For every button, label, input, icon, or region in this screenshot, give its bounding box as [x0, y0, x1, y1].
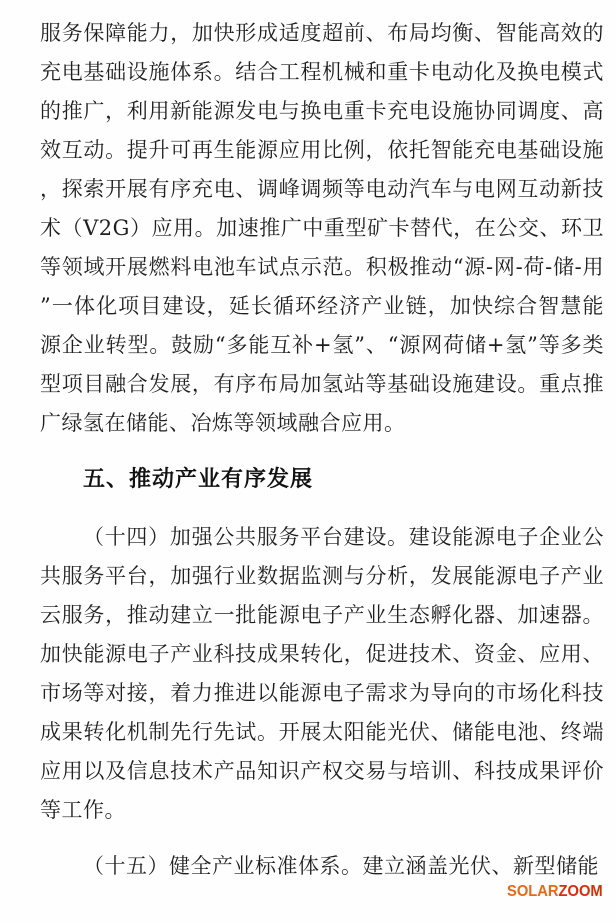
watermark-text-zoom: ZOOM [558, 883, 603, 900]
document-content [40, 14, 604, 886]
watermark-text-solar: SOLAR [507, 883, 559, 900]
paragraph-item-fifteen: （十五）健全产业标准体系。建立涵盖光伏、新型储能 [83, 854, 599, 878]
section-heading-five: 五、推动产业有序发展 [83, 467, 314, 492]
paragraph-charging-infrastructure: 服务保障能力，加快形成适度超前、布局均衡、智能高效的充电基础设施体系。结合工程机械和重卡电动化及换电模式的推广，利用新能源发电与换电重卡充电设施协同调度、高效互动。提升可再生能源应用比例，依托智能充电基础设施，探索开展有序充电、调峰调频等电动汽车与电网互动新技术（V2G）应用。加速推广中重型矿卡替代，在公交、环卫等领域开展燃料电池车试点示范。积极推动“源-网-荷-储-用”一体化项目建设，延长循环经济产业链，加快综合智慧能源企业转型。鼓励“多能互补+氢”、“源网荷储+氢”等多类型项目融合发展，有序布局加氢站等基础设施建设。重点推广绿氢在储能、冶炼等领域融合应用。 [40, 21, 604, 435]
paragraph-item-fourteen: （十四）加强公共服务平台建设。建设能源电子企业公共服务平台，加强行业数据监测与分析，发展能源电子产业云服务，推动建立一批能源电子产业生态孵化器、加速器。加快能源电子产业科技成果转化，促进技术、资金、应用、市场等对接，着力推进以能源电子需求为导向的市场化科技成果转化机制先行先试。开展太阳能光伏、储能电池、终端应用以及信息技术产品知识产权交易与培训、科技成果评价等工作。 [40, 525, 604, 822]
